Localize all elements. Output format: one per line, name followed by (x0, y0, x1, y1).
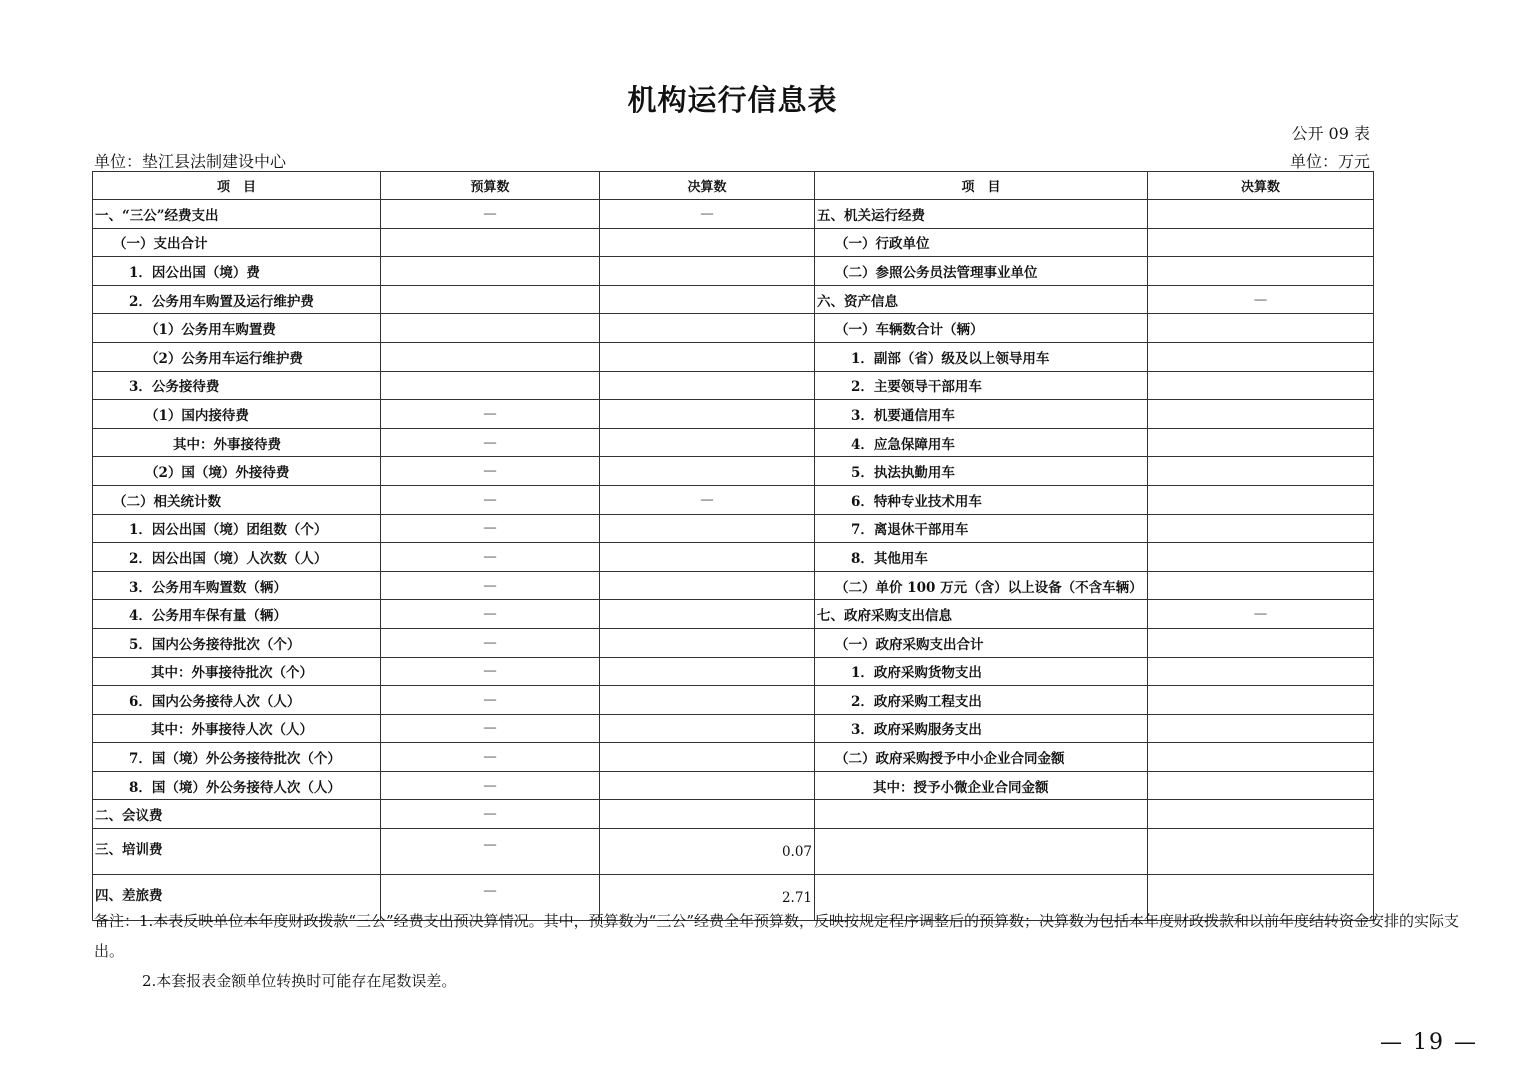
row-left-budget (381, 285, 600, 314)
row-right-final: — (1148, 285, 1374, 314)
row-left-final (600, 714, 815, 743)
row-right-final (1148, 400, 1374, 429)
table-row (93, 600, 1374, 629)
row-left-budget: — (381, 686, 600, 715)
row-left-budget (381, 228, 600, 257)
page-number: — 19 — (1380, 1030, 1478, 1055)
row-left-final (600, 600, 815, 629)
row-left-item: 5．国内公务接待批次（个） (93, 628, 381, 657)
row-right-item: 8．其他用车 (815, 543, 1148, 572)
operation-info-table (92, 171, 1374, 921)
row-right-item: 1．政府采购货物支出 (815, 657, 1148, 686)
row-left-item: 1．因公出国（境）团组数（个） (93, 514, 381, 543)
header-left-item: 项 目 (93, 172, 381, 200)
notes (94, 906, 1484, 996)
row-left-item: 2．因公出国（境）人次数（人） (93, 543, 381, 572)
row-left-item: （1）公务用车购置费 (93, 314, 381, 343)
table-row (93, 371, 1374, 400)
row-right-final (1148, 571, 1374, 600)
row-right-final (1148, 657, 1374, 686)
row-left-budget: — (381, 514, 600, 543)
row-left-final (600, 657, 815, 686)
row-right-item: 7．离退休干部用车 (815, 514, 1148, 543)
row-left-final: 0.07 (600, 829, 815, 875)
row-left-item: （一）支出合计 (93, 228, 381, 257)
row-left-budget: — (381, 657, 600, 686)
row-right-item: 六、资产信息 (815, 285, 1148, 314)
row-right-final (1148, 743, 1374, 772)
row-left-item: 4．公务用车保有量（辆） (93, 600, 381, 629)
row-right-final (1148, 314, 1374, 343)
row-right-final (1148, 342, 1374, 371)
header-left-budget: 预算数 (381, 172, 600, 200)
table-row (93, 428, 1374, 457)
row-left-budget: — (381, 600, 600, 629)
row-right-final (1148, 686, 1374, 715)
row-right-final (1148, 800, 1374, 829)
row-left-budget: — (381, 400, 600, 429)
row-left-budget (381, 342, 600, 371)
row-left-budget: — (381, 428, 600, 457)
row-left-final: — (600, 200, 815, 229)
row-right-item: 3．机要通信用车 (815, 400, 1148, 429)
row-left-final (600, 771, 815, 800)
note-1: 备注：1.本表反映单位本年度财政拨款“三公”经费支出预决算情况。其中，预算数为“三公”经费全年预算数，反映按规定程序调整后的预算数；决算数为包括本年度财政拨款和以前年度结转资金安排的实际支出。 (94, 912, 1459, 960)
currency-unit: 单位：万元 (1289, 152, 1370, 171)
row-left-item: 3．公务接待费 (93, 371, 381, 400)
row-right-item: （一）政府采购支出合计 (815, 628, 1148, 657)
row-left-item: 2．公务用车购置及运行维护费 (93, 285, 381, 314)
row-right-item: 5．执法执勤用车 (815, 457, 1148, 486)
table-row (93, 714, 1374, 743)
row-left-item: 其中：外事接待人次（人） (93, 714, 381, 743)
table-row (93, 257, 1374, 286)
row-left-budget: — (381, 743, 600, 772)
row-left-item: 1．因公出国（境）费 (93, 257, 381, 286)
row-left-budget: — (381, 200, 600, 229)
row-right-final (1148, 771, 1374, 800)
row-left-budget (381, 314, 600, 343)
row-left-final (600, 314, 815, 343)
row-right-item: （二）政府采购授予中小企业合同金额 (815, 743, 1148, 772)
table-row (93, 228, 1374, 257)
row-left-budget: — (381, 800, 600, 829)
table-row (93, 514, 1374, 543)
row-right-final (1148, 257, 1374, 286)
row-right-final (1148, 543, 1374, 572)
table-row (93, 457, 1374, 486)
row-left-item: 7．国（境）外公务接待批次（个） (93, 743, 381, 772)
table-row (93, 314, 1374, 343)
row-right-item: 七、政府采购支出信息 (815, 600, 1148, 629)
row-right-item (815, 829, 1148, 875)
row-left-item: 6．国内公务接待人次（人） (93, 686, 381, 715)
row-left-final (600, 428, 815, 457)
table-row (93, 686, 1374, 715)
row-left-final (600, 342, 815, 371)
header-right-item: 项 目 (815, 172, 1148, 200)
row-left-final (600, 743, 815, 772)
row-right-final (1148, 457, 1374, 486)
row-right-final (1148, 428, 1374, 457)
row-left-final: 2.71 (600, 875, 815, 921)
table-row (93, 485, 1374, 514)
row-right-final (1148, 485, 1374, 514)
row-left-final: — (600, 485, 815, 514)
row-right-item: （二）单价 100 万元（含）以上设备（不含车辆） (815, 571, 1148, 600)
row-left-final (600, 686, 815, 715)
row-right-item (815, 800, 1148, 829)
row-right-item: 2．主要领导干部用车 (815, 371, 1148, 400)
row-right-item: 3．政府采购服务支出 (815, 714, 1148, 743)
row-left-item: （1）国内接待费 (93, 400, 381, 429)
row-right-item: 五、机关运行经费 (815, 200, 1148, 229)
table-row (93, 400, 1374, 429)
row-left-budget: — (381, 457, 600, 486)
row-right-final (1148, 200, 1374, 229)
row-left-item: （二）相关统计数 (93, 485, 381, 514)
table-row (93, 628, 1374, 657)
header-left-final: 决算数 (600, 172, 815, 200)
row-right-item: 4．应急保障用车 (815, 428, 1148, 457)
row-left-final (600, 571, 815, 600)
row-left-budget: — (381, 875, 600, 921)
row-right-final (1148, 714, 1374, 743)
row-left-budget (381, 371, 600, 400)
row-left-budget (381, 257, 600, 286)
row-left-final (600, 543, 815, 572)
row-left-final (600, 514, 815, 543)
table-row (93, 800, 1374, 829)
table-row (93, 657, 1374, 686)
row-left-final (600, 257, 815, 286)
form-number: 公开 09 表 (1291, 124, 1370, 143)
row-right-final (1148, 829, 1374, 875)
header-right-final: 决算数 (1148, 172, 1374, 200)
table-row (93, 200, 1374, 229)
row-right-item: （一）行政单位 (815, 228, 1148, 257)
row-left-item: （2）国（境）外接待费 (93, 457, 381, 486)
row-left-item: 一、“三公”经费支出 (93, 200, 381, 229)
table-row (93, 342, 1374, 371)
row-right-final (1148, 628, 1374, 657)
row-left-item: 二、会议费 (93, 800, 381, 829)
row-right-final (1148, 371, 1374, 400)
row-left-budget: — (381, 571, 600, 600)
row-left-final (600, 457, 815, 486)
table-row (93, 743, 1374, 772)
table-row (93, 771, 1374, 800)
row-right-item: 1．副部（省）级及以上领导用车 (815, 342, 1148, 371)
table-row (93, 571, 1374, 600)
row-left-item: 其中：外事接待批次（个） (93, 657, 381, 686)
row-right-item: 2．政府采购工程支出 (815, 686, 1148, 715)
row-left-item: 其中：外事接待费 (93, 428, 381, 457)
row-left-final (600, 400, 815, 429)
table-header-row (93, 172, 1374, 200)
note-2: 2.本套报表金额单位转换时可能存在尾数误差。 (142, 972, 457, 990)
row-left-item: 三、培训费 (93, 829, 381, 875)
page-title: 机构运行信息表 (627, 83, 838, 117)
row-right-item: 其中：授予小微企业合同金额 (815, 771, 1148, 800)
reporting-unit: 单位：垫江县法制建设中心 (94, 152, 287, 171)
row-left-item: 8．国（境）外公务接待人次（人） (93, 771, 381, 800)
table-row (93, 285, 1374, 314)
row-left-budget: — (381, 485, 600, 514)
row-left-budget: — (381, 714, 600, 743)
table-row (93, 829, 1374, 875)
row-left-final (600, 628, 815, 657)
row-right-item: （一）车辆数合计（辆） (815, 314, 1148, 343)
row-left-budget: — (381, 771, 600, 800)
row-left-final (600, 371, 815, 400)
row-right-item: 6．特种专业技术用车 (815, 485, 1148, 514)
row-left-final (600, 285, 815, 314)
row-left-final (600, 228, 815, 257)
row-left-item: 四、差旅费 (93, 875, 381, 921)
row-left-budget: — (381, 829, 600, 875)
row-right-final (1148, 514, 1374, 543)
row-left-budget: — (381, 543, 600, 572)
row-right-item: （二）参照公务员法管理事业单位 (815, 257, 1148, 286)
row-left-item: 3．公务用车购置数（辆） (93, 571, 381, 600)
row-left-item: （2）公务用车运行维护费 (93, 342, 381, 371)
table-row (93, 543, 1374, 572)
row-left-final (600, 800, 815, 829)
row-right-final: — (1148, 600, 1374, 629)
row-right-final (1148, 228, 1374, 257)
row-left-budget: — (381, 628, 600, 657)
